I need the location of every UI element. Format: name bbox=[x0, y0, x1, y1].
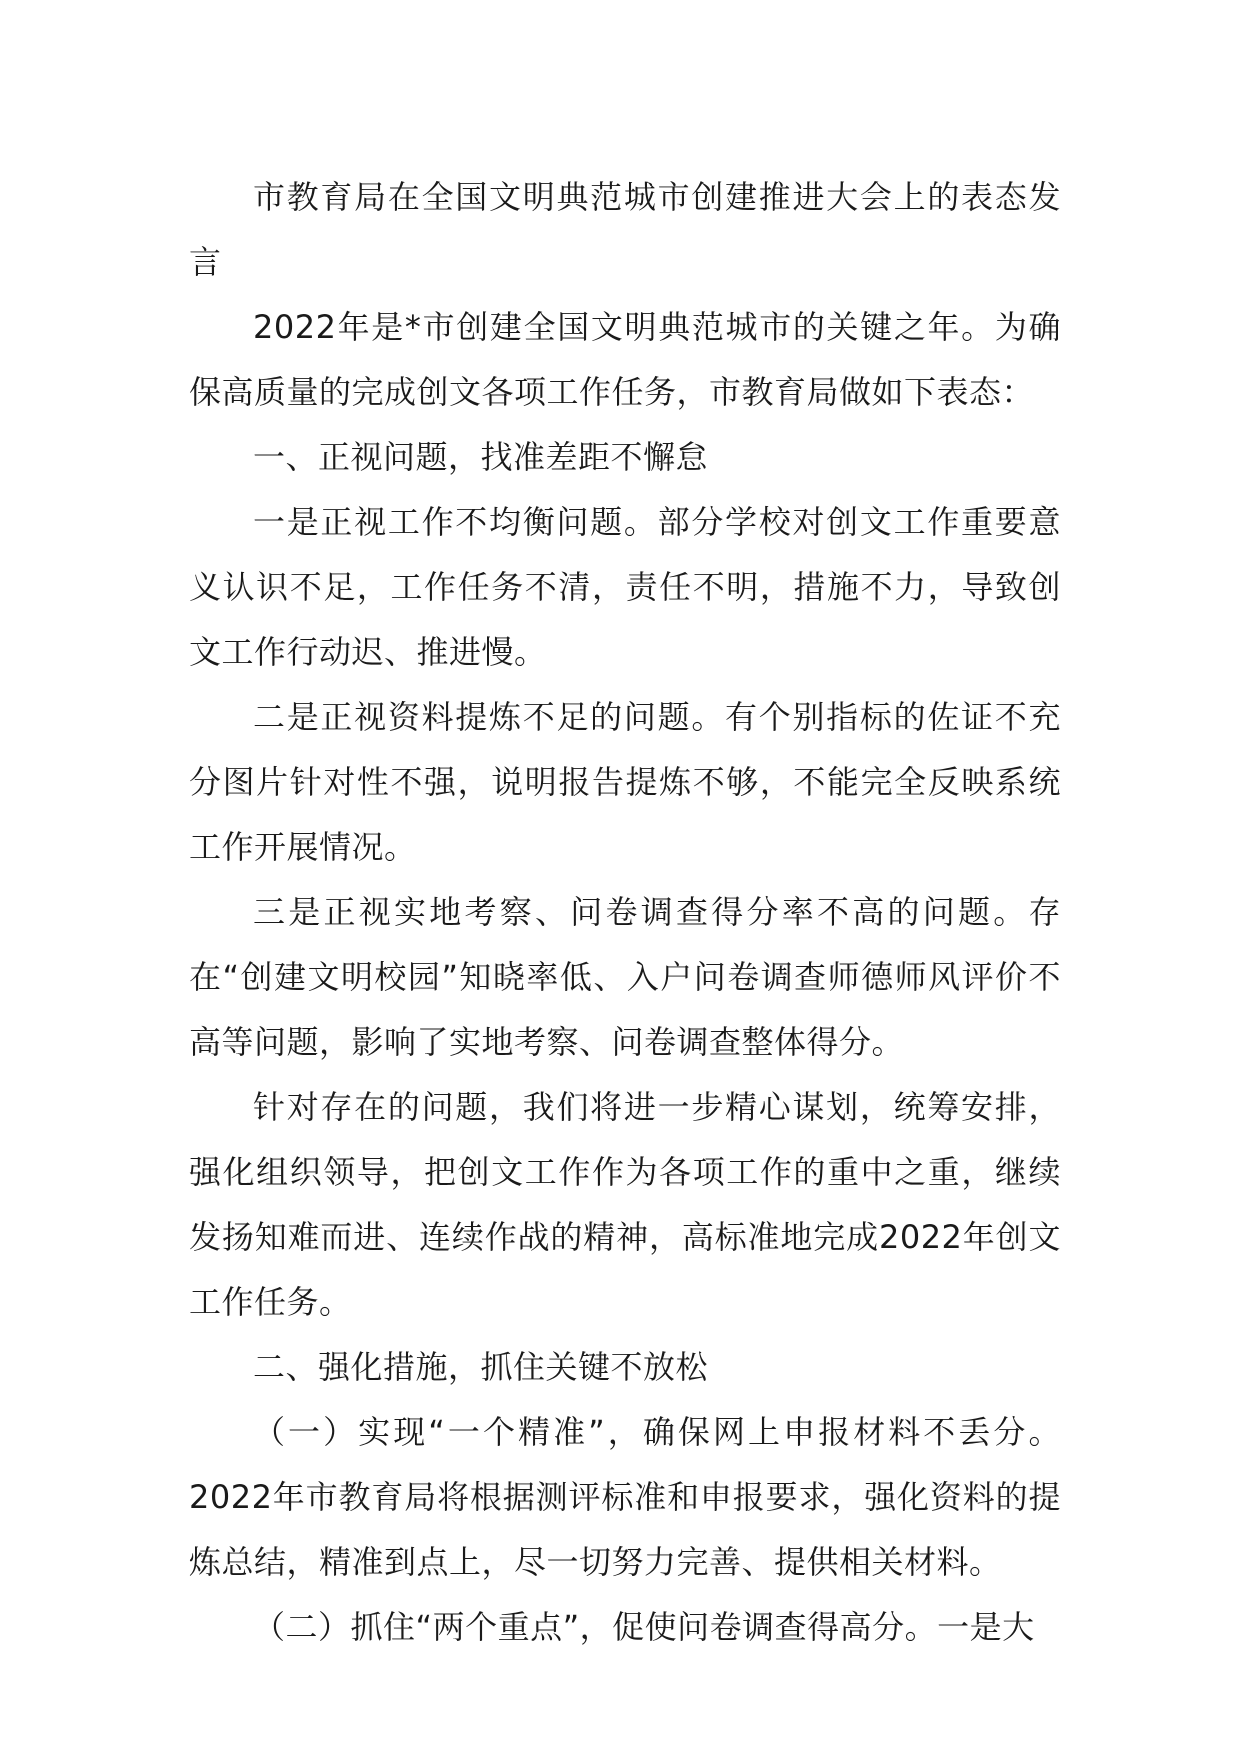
paragraph-issue-2: 二是正视资料提炼不足的问题。有个别指标的佐证不充分图片针对性不强，说明报告提炼不够，不能完全反映系统工作开展情况。 bbox=[189, 698, 1061, 866]
paragraph-measure-1: （一）实现“一个精准”，确保网上申报材料不丢分。2022年市教育局将根据测评标准和申报要求，强化资料的提炼总结，精准到点上，尽一切努力完善、提供相关材料。 bbox=[189, 1413, 1061, 1581]
paragraph-response: 针对存在的问题，我们将进一步精心谋划，统筹安排，强化组织领导，把创文工作作为各项工作的重中之重，继续发扬知难而进、连续作战的精神，高标准地完成2022年创文工作任务。 bbox=[189, 1088, 1061, 1321]
paragraph-measure-2: （二）抓住“两个重点”，促使问卷调查得高分。一是大 bbox=[253, 1608, 1035, 1646]
paragraph-issue-3: 三是正视实地考察、问卷调查得分率不高的问题。存在“创建文明校园”知晓率低、入户问卷调查师德师风评价不高等问题，影响了实地考察、问卷调查整体得分。 bbox=[189, 893, 1061, 1061]
document-title: 市教育局在全国文明典范城市创建推进大会上的表态发言 bbox=[189, 178, 1061, 281]
paragraph-intro: 2022年是*市创建全国文明典范城市的关键之年。为确保高质量的完成创文各项工作任务，市教育局做如下表态： bbox=[189, 308, 1061, 411]
document-body bbox=[189, 165, 1061, 1660]
paragraph-issue-1: 一是正视工作不均衡问题。部分学校对创文工作重要意义认识不足，工作任务不清，责任不明，措施不力，导致创文工作行动迟、推进慢。 bbox=[189, 503, 1061, 671]
section-heading-1: 一、正视问题，找准差距不懈怠 bbox=[253, 438, 709, 476]
section-heading-2: 二、强化措施，抓住关键不放松 bbox=[253, 1348, 709, 1386]
